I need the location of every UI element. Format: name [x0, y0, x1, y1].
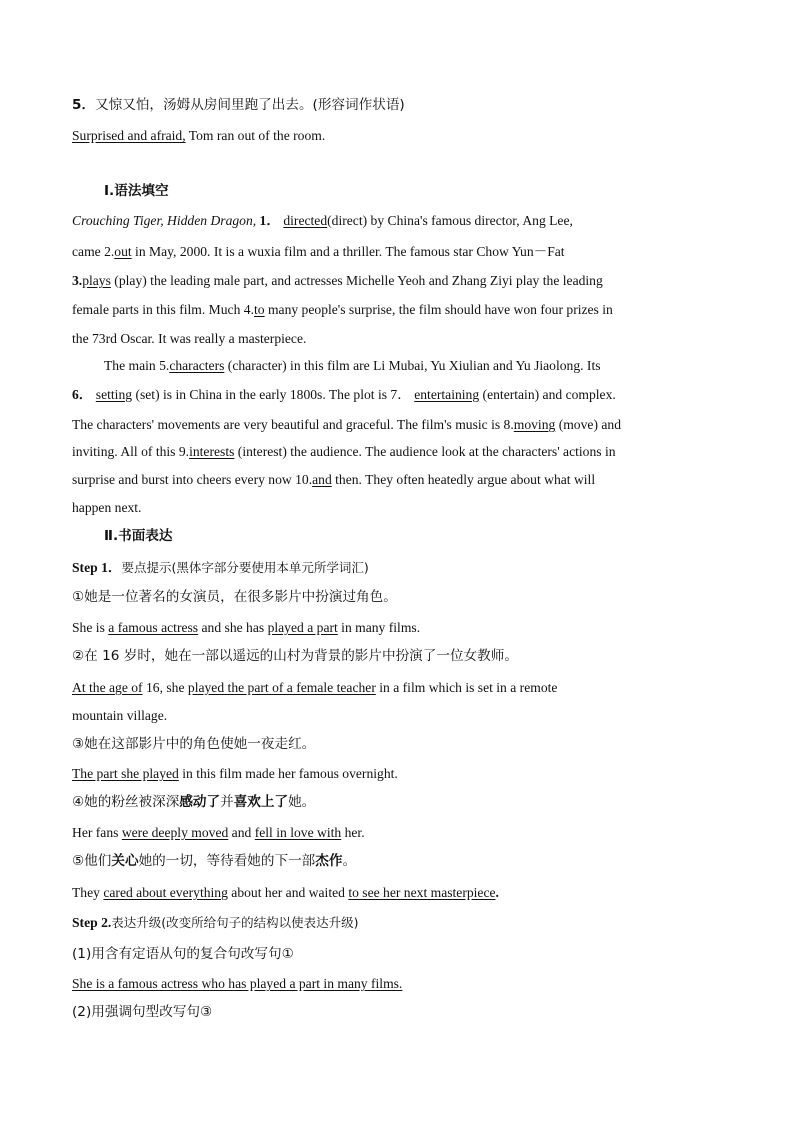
step2-hint: 表达升级(改变所给句子的结构以使表达升级)	[111, 915, 359, 930]
text: and she has	[198, 620, 268, 635]
step2-item2-chinese: (2)用强调句型改写句③	[72, 1004, 213, 1020]
item5-english	[72, 883, 499, 903]
text: (play) the leading male part, and actresses Michelle Yeoh and Zhang Ziyi play the leading	[110, 273, 603, 288]
item3-english	[72, 764, 398, 784]
text: came 2.	[72, 244, 115, 259]
key-phrase: 喜欢上了	[233, 794, 289, 810]
text: then. They often heatedly argue about what will	[331, 472, 596, 487]
item2-chinese: ②在 16 岁时，她在一部以遥远的山村为背景的影片中扮演了一位女教师。	[72, 648, 518, 664]
p2-line2	[72, 385, 616, 405]
step2-item1-chinese: (1)用含有定语从句的复合句改写句①	[72, 946, 294, 962]
text: ⑤他们	[72, 853, 112, 869]
answer-phrase: The part she played	[72, 766, 179, 781]
q5-chinese: 又惊又怕，汤姆从房间里跑了出去。(形容词作状语)	[95, 97, 405, 113]
item2-english-line1	[72, 678, 557, 698]
text: 16, she	[142, 680, 188, 695]
text: female parts in this film. Much 4.	[72, 302, 254, 317]
item4-chinese	[72, 792, 315, 812]
p1-line1	[72, 211, 722, 231]
p2-line1	[104, 356, 722, 376]
item5-chinese	[72, 851, 356, 871]
text: ④她的粉丝被深深	[72, 794, 180, 810]
step2-item1-english	[72, 974, 402, 994]
p1-line3	[72, 271, 722, 291]
answer-6: setting	[95, 387, 133, 402]
item4-english	[72, 823, 365, 843]
key-phrase: 感动了	[179, 794, 221, 810]
answer-phrase: At the age of	[72, 680, 143, 695]
answer-2: out	[114, 244, 132, 259]
text: about her and waited	[227, 885, 349, 900]
blank-num: 6．	[72, 387, 93, 402]
answer-phrase: a famous actress	[108, 620, 199, 635]
text: The characters' movements are very beautiful and graceful. The film's music is 8.	[72, 417, 514, 432]
key-phrase: 关心	[111, 853, 139, 869]
text: in May, 2000. It is a wuxia film and a thriller. The famous star Chow Yun－Fat	[131, 244, 565, 259]
text: her.	[341, 825, 365, 840]
p2-line3	[72, 415, 621, 435]
text: many people's surprise, the film should have won four prizes in	[264, 302, 613, 317]
section1-title: Ⅰ.语法填空	[104, 183, 169, 199]
p1-line2	[72, 242, 722, 262]
film-title: Crouching Tiger, Hidden Dragon,	[72, 213, 257, 228]
text: (character) in this film are Li Mubai, Yu Xiulian and Yu Jiaolong. Its	[224, 358, 601, 373]
answer-phrase: played the part of a female teacher	[187, 680, 376, 695]
p2-line5	[72, 470, 595, 490]
answer-phrase: cared about everything	[103, 885, 228, 900]
blank-num: 1．	[256, 213, 280, 228]
q5-answer: Surprised and afraid,	[72, 128, 186, 143]
answer-3: plays	[82, 273, 111, 288]
p2-line6: happen next.	[72, 500, 142, 515]
text: 她的一切，等待看她的下一部	[138, 853, 316, 869]
text: (set) is in China in the early 1800s. The plot is 7．	[132, 387, 411, 402]
p1-line4	[72, 300, 722, 320]
text: in this film made her famous overnight.	[178, 766, 398, 781]
answer-phrase: were deeply moved	[121, 825, 229, 840]
item2-english-line2: mountain village.	[72, 708, 168, 723]
text: 并	[220, 794, 234, 810]
text: 她。	[288, 794, 316, 810]
q5-number: 5．	[72, 97, 96, 113]
text: She is	[72, 620, 109, 635]
text: They	[72, 885, 104, 900]
text: (move) and	[555, 417, 621, 432]
text: inviting. All of this 9.	[72, 444, 190, 459]
answer-7: entertaining	[414, 387, 480, 402]
answer-4: to	[253, 302, 265, 317]
q5-prompt	[72, 95, 405, 115]
text: and	[228, 825, 255, 840]
answer-8: moving	[513, 417, 556, 432]
text: (direct) by China's famous director, Ang Lee,	[327, 213, 573, 228]
item3-chinese: ③她在这部影片中的角色使她一夜走红。	[72, 736, 316, 752]
step1-label: Step 1．	[72, 560, 122, 575]
answer-phrase: to see her next masterpiece	[348, 885, 496, 900]
answer-sentence: She is a famous actress who has played a part in many films.	[72, 976, 403, 991]
text: in a film which is set in a remote	[375, 680, 558, 695]
item1-chinese: ①她是一位著名的女演员，在很多影片中扮演过角色。	[72, 589, 397, 605]
answer-phrase: fell in love with	[254, 825, 342, 840]
step2-label: Step 2.	[72, 915, 112, 930]
blank-num: 3.	[72, 273, 83, 288]
text: 。	[342, 853, 357, 869]
key-phrase: 杰作	[315, 853, 343, 869]
answer-9: interests	[189, 444, 235, 459]
text: The main 5.	[104, 358, 170, 373]
text: in many films.	[337, 620, 421, 635]
p1-line5: the 73rd Oscar. It was really a masterpiece.	[72, 331, 307, 346]
section2-title: Ⅱ.书面表达	[104, 528, 173, 544]
step1-hint: 要点提示(黑体字部分要使用本单元所学词汇)	[121, 560, 369, 575]
text: (entertain) and complex.	[479, 387, 616, 402]
answer-10: and	[312, 472, 332, 487]
text: .	[495, 885, 499, 900]
answer-5: characters	[169, 358, 225, 373]
answer-1: directed	[283, 213, 328, 228]
answer-phrase: played a part	[267, 620, 338, 635]
item1-english	[72, 618, 420, 638]
q5-answer-line	[72, 126, 325, 146]
step1-header	[72, 558, 369, 578]
text: Her fans	[72, 825, 122, 840]
p2-line4	[72, 442, 616, 462]
text: surprise and burst into cheers every now 10.	[72, 472, 313, 487]
text: (interest) the audience. The audience look at the characters' actions in	[234, 444, 616, 459]
q5-rest: Tom ran out of the room.	[185, 128, 326, 143]
step2-header	[72, 913, 359, 933]
